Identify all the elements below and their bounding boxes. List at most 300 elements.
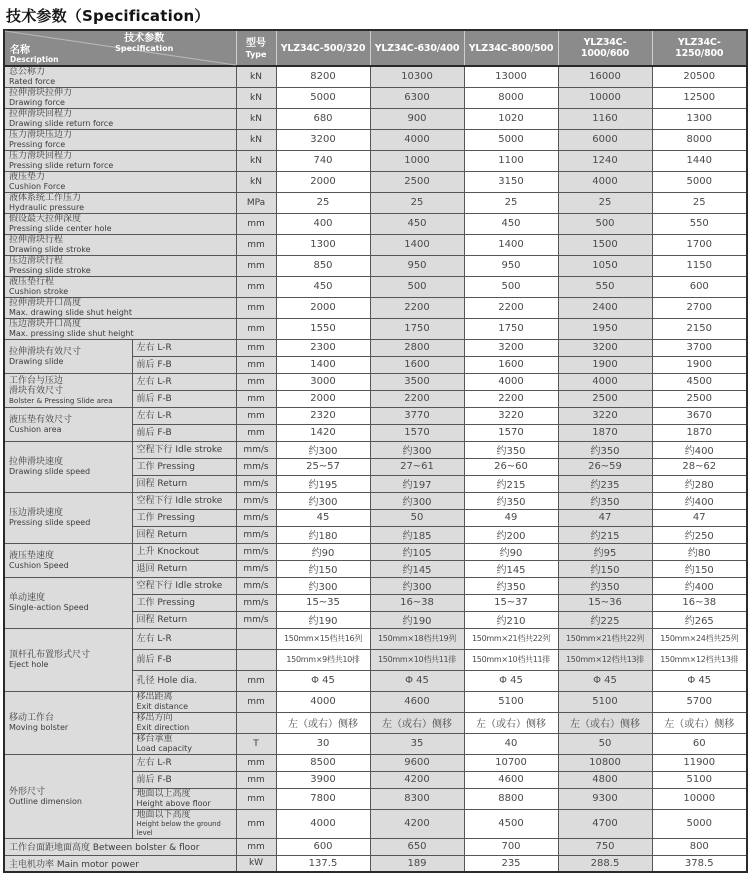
value-cell: 1570 [464, 424, 558, 441]
value-cell: 1600 [370, 356, 464, 373]
value-cell: 150mm×21档共22列 [464, 628, 558, 649]
value-cell: 5000 [652, 171, 747, 192]
row-name-cell: 总公称力 Rated force [4, 66, 236, 87]
value-cell: 2800 [370, 339, 464, 356]
value-cell: 约80 [652, 543, 747, 560]
model-header-1: YLZ34C-630/400 [370, 30, 464, 66]
table-row [4, 234, 747, 255]
value-cell: Φ 45 [276, 670, 370, 691]
value-cell: 740 [276, 150, 370, 171]
unit-cell: mm [236, 788, 276, 809]
unit-cell: kW [236, 855, 276, 872]
sub-label-cell: 空程下行 Idle stroke [132, 577, 236, 594]
value-cell: 500 [558, 213, 652, 234]
value-cell: 25 [370, 192, 464, 213]
value-cell: 约350 [464, 492, 558, 509]
value-cell: 16~38 [652, 594, 747, 611]
value-cell: 450 [464, 213, 558, 234]
unit-cell: mm [236, 255, 276, 276]
value-cell: 约350 [558, 492, 652, 509]
value-cell: 3220 [464, 407, 558, 424]
value-cell: 600 [652, 276, 747, 297]
value-cell: 16000 [558, 66, 652, 87]
unit-cell: mm [236, 771, 276, 788]
value-cell: 2200 [464, 297, 558, 318]
table-row [4, 339, 747, 356]
value-cell: Φ 45 [652, 670, 747, 691]
value-cell: 约190 [276, 611, 370, 628]
value-cell: 500 [464, 276, 558, 297]
value-cell: 1400 [370, 234, 464, 255]
value-cell: 450 [276, 276, 370, 297]
value-cell: 9300 [558, 788, 652, 809]
table-row [4, 441, 747, 458]
value-cell: 1150 [652, 255, 747, 276]
value-cell: 4000 [558, 373, 652, 390]
value-cell: 27~61 [370, 458, 464, 475]
value-cell: 约350 [558, 441, 652, 458]
sub-label-cell: 回程 Return [132, 475, 236, 492]
value-cell: 1570 [370, 424, 464, 441]
value-cell: 3900 [276, 771, 370, 788]
value-cell: 约235 [558, 475, 652, 492]
unit-cell: mm [236, 276, 276, 297]
table-row [4, 192, 747, 213]
sub-label-cell: 工作 Pressing [132, 458, 236, 475]
value-cell: 15~36 [558, 594, 652, 611]
value-cell: 35 [370, 733, 464, 754]
model-header-2: YLZ34C-800/500 [464, 30, 558, 66]
corner-name-label: 名称 Description [10, 45, 59, 64]
unit-cell: mm [236, 356, 276, 373]
value-cell: 5000 [464, 129, 558, 150]
unit-cell: kN [236, 129, 276, 150]
value-cell: 450 [370, 213, 464, 234]
value-cell: 1240 [558, 150, 652, 171]
value-cell: 30 [276, 733, 370, 754]
sub-label-cell: 地面以上高度 Height above floor [132, 788, 236, 809]
unit-cell: mm [236, 691, 276, 712]
group-name-cell: 工作台与压边 滑块有效尺寸 Bolster & Pressing Slide area [4, 373, 132, 407]
group-name-cell: 顶杆孔布置形式尺寸 Eject hole [4, 628, 132, 691]
unit-cell: kN [236, 108, 276, 129]
value-cell: 约225 [558, 611, 652, 628]
value-cell: 左（或右）侧移 [558, 712, 652, 733]
value-cell: 6300 [370, 87, 464, 108]
value-cell: 8300 [370, 788, 464, 809]
value-cell: 8000 [652, 129, 747, 150]
value-cell: 47 [558, 509, 652, 526]
value-cell: 3150 [464, 171, 558, 192]
value-cell: 1160 [558, 108, 652, 129]
value-cell: 50 [370, 509, 464, 526]
row-name-cell: 主电机功率 Main motor power [4, 855, 236, 872]
table-row [4, 129, 747, 150]
table-row [4, 276, 747, 297]
value-cell: 约215 [558, 526, 652, 543]
unit-cell: mm [236, 318, 276, 339]
row-name-cell: 压力滑块压边力 Pressing force [4, 129, 236, 150]
sub-label-cell: 前后 F-B [132, 771, 236, 788]
value-cell: 11900 [652, 754, 747, 771]
value-cell: 2300 [276, 339, 370, 356]
table-header-row [4, 30, 747, 66]
value-cell: 700 [464, 838, 558, 855]
value-cell: 60 [652, 733, 747, 754]
unit-cell: mm/s [236, 509, 276, 526]
value-cell: 550 [652, 213, 747, 234]
unit-cell: kN [236, 171, 276, 192]
table-row [4, 171, 747, 192]
value-cell: 4700 [558, 809, 652, 838]
value-cell: 8500 [276, 754, 370, 771]
value-cell: 4500 [464, 809, 558, 838]
group-name-cell: 外形尺寸 Outline dimension [4, 754, 132, 838]
sub-label-cell: 前后 F-B [132, 356, 236, 373]
unit-cell: mm [236, 297, 276, 318]
unit-cell: mm [236, 809, 276, 838]
group-name-cell: 单动速度 Single-action Speed [4, 577, 132, 628]
value-cell: 4200 [370, 771, 464, 788]
value-cell: Φ 45 [464, 670, 558, 691]
model-header-0: YLZ34C-500/320 [276, 30, 370, 66]
value-cell: 150mm×18档共19列 [370, 628, 464, 649]
value-cell: 750 [558, 838, 652, 855]
value-cell: 50 [558, 733, 652, 754]
value-cell: 约145 [370, 560, 464, 577]
table-row [4, 577, 747, 594]
sub-label-cell: 左右 L-R [132, 754, 236, 771]
value-cell: 左（或右）侧移 [370, 712, 464, 733]
table-row [4, 87, 747, 108]
value-cell: 2150 [652, 318, 747, 339]
value-cell: 3000 [276, 373, 370, 390]
model-header-4: YLZ34C-1250/800 [652, 30, 747, 66]
sub-label-cell: 退回 Return [132, 560, 236, 577]
value-cell: 约90 [276, 543, 370, 560]
unit-cell [236, 649, 276, 670]
table-row [4, 855, 747, 872]
value-cell: 5100 [558, 691, 652, 712]
row-name-cell: 压边滑块行程 Pressing slide stroke [4, 255, 236, 276]
value-cell: 3200 [276, 129, 370, 150]
value-cell: 1870 [558, 424, 652, 441]
value-cell: 约250 [652, 526, 747, 543]
value-cell: 12500 [652, 87, 747, 108]
value-cell: 4000 [464, 373, 558, 390]
table-row [4, 66, 747, 87]
unit-cell: mm/s [236, 526, 276, 543]
value-cell: 10800 [558, 754, 652, 771]
value-cell: 1440 [652, 150, 747, 171]
value-cell: 1700 [652, 234, 747, 255]
value-cell: 3200 [464, 339, 558, 356]
value-cell: 1500 [558, 234, 652, 255]
row-name-cell: 拉伸滑块开口高度 Max. drawing slide shut height [4, 297, 236, 318]
unit-cell: mm [236, 390, 276, 407]
row-name-cell: 拉伸滑块拉伸力 Drawing force [4, 87, 236, 108]
sub-label-cell: 空程下行 Idle stroke [132, 441, 236, 458]
row-name-cell: 压力滑块回程力 Pressing slide return force [4, 150, 236, 171]
value-cell: 约200 [464, 526, 558, 543]
value-cell: 约300 [370, 441, 464, 458]
value-cell: 约400 [652, 577, 747, 594]
value-cell: 10300 [370, 66, 464, 87]
sub-label-cell: 前后 F-B [132, 649, 236, 670]
sub-label-cell: 上升 Knockout [132, 543, 236, 560]
value-cell: 400 [276, 213, 370, 234]
value-cell: 16~38 [370, 594, 464, 611]
value-cell: 4000 [558, 171, 652, 192]
unit-cell [236, 712, 276, 733]
value-cell: 约150 [276, 560, 370, 577]
value-cell: 1750 [370, 318, 464, 339]
value-cell: 137.5 [276, 855, 370, 872]
value-cell: 25 [558, 192, 652, 213]
value-cell: 约400 [652, 441, 747, 458]
value-cell: 950 [370, 255, 464, 276]
row-name-cell: 拉伸滑块回程力 Drawing slide return force [4, 108, 236, 129]
value-cell: 1300 [276, 234, 370, 255]
value-cell: 3500 [370, 373, 464, 390]
value-cell: 1400 [464, 234, 558, 255]
value-cell: 约180 [276, 526, 370, 543]
unit-cell: mm [236, 373, 276, 390]
value-cell: 26~59 [558, 458, 652, 475]
value-cell: 15~35 [276, 594, 370, 611]
table-row [4, 754, 747, 771]
value-cell: 2320 [276, 407, 370, 424]
value-cell: 3670 [652, 407, 747, 424]
value-cell: 左（或右）侧移 [276, 712, 370, 733]
sub-label-cell: 工作 Pressing [132, 509, 236, 526]
value-cell: 约350 [464, 577, 558, 594]
unit-cell: kN [236, 87, 276, 108]
value-cell: 8800 [464, 788, 558, 809]
value-cell: 150mm×15档共16列 [276, 628, 370, 649]
value-cell: 2700 [652, 297, 747, 318]
value-cell: 25 [276, 192, 370, 213]
value-cell: 378.5 [652, 855, 747, 872]
unit-cell: mm [236, 234, 276, 255]
value-cell: 2500 [370, 171, 464, 192]
unit-cell [236, 628, 276, 649]
group-name-cell: 压边滑块速度 Pressing slide speed [4, 492, 132, 543]
value-cell: 550 [558, 276, 652, 297]
unit-cell: mm/s [236, 611, 276, 628]
unit-cell: mm [236, 670, 276, 691]
sub-label-cell: 孔径 Hole dia. [132, 670, 236, 691]
unit-cell: mm/s [236, 543, 276, 560]
value-cell: 1870 [652, 424, 747, 441]
unit-cell: mm/s [236, 577, 276, 594]
spec-table-body [4, 30, 747, 872]
value-cell: 49 [464, 509, 558, 526]
table-row [4, 255, 747, 276]
value-cell: 2000 [276, 297, 370, 318]
value-cell: 4800 [558, 771, 652, 788]
value-cell: 1600 [464, 356, 558, 373]
value-cell: 约197 [370, 475, 464, 492]
value-cell: 1420 [276, 424, 370, 441]
value-cell: 1950 [558, 318, 652, 339]
value-cell: 约280 [652, 475, 747, 492]
value-cell: 1050 [558, 255, 652, 276]
value-cell: Φ 45 [370, 670, 464, 691]
value-cell: 45 [276, 509, 370, 526]
unit-cell: mm [236, 754, 276, 771]
value-cell: 10000 [652, 788, 747, 809]
value-cell: 2000 [276, 171, 370, 192]
table-row [4, 297, 747, 318]
value-cell: 约90 [464, 543, 558, 560]
value-cell: 3220 [558, 407, 652, 424]
value-cell: 1750 [464, 318, 558, 339]
value-cell: 约300 [276, 441, 370, 458]
table-row [4, 492, 747, 509]
value-cell: 约150 [558, 560, 652, 577]
value-cell: 650 [370, 838, 464, 855]
value-cell: 26~60 [464, 458, 558, 475]
group-name-cell: 液压垫速度 Cushion Speed [4, 543, 132, 577]
sub-label-cell: 前后 F-B [132, 390, 236, 407]
unit-cell: mm [236, 424, 276, 441]
table-row [4, 373, 747, 390]
value-cell: 1900 [558, 356, 652, 373]
value-cell: 4000 [370, 129, 464, 150]
value-cell: 6000 [558, 129, 652, 150]
value-cell: 4500 [652, 373, 747, 390]
sub-label-cell: 左右 L-R [132, 628, 236, 649]
table-row [4, 628, 747, 649]
value-cell: 约210 [464, 611, 558, 628]
model-header-3: YLZ34C-1000/600 [558, 30, 652, 66]
value-cell: 10700 [464, 754, 558, 771]
row-name-cell: 假设最大拉伸深度 Pressing slide center hole [4, 213, 236, 234]
value-cell: 5000 [276, 87, 370, 108]
table-row [4, 318, 747, 339]
row-name-cell: 拉伸滑块行程 Drawing slide stroke [4, 234, 236, 255]
value-cell: 10000 [558, 87, 652, 108]
unit-cell: T [236, 733, 276, 754]
group-name-cell: 拉伸滑块速度 Drawing slide speed [4, 441, 132, 492]
value-cell: 600 [276, 838, 370, 855]
value-cell: 13000 [464, 66, 558, 87]
value-cell: 950 [464, 255, 558, 276]
row-name-cell: 工作台面距地面高度 Between bolster & floor [4, 838, 236, 855]
value-cell: 4200 [370, 809, 464, 838]
unit-cell: kN [236, 66, 276, 87]
table-row [4, 213, 747, 234]
value-cell: 2500 [652, 390, 747, 407]
row-name-cell: 液压垫行程 Cushion stroke [4, 276, 236, 297]
value-cell: 5100 [652, 771, 747, 788]
value-cell: 2200 [464, 390, 558, 407]
value-cell: 8200 [276, 66, 370, 87]
sub-label-cell: 左右 L-R [132, 339, 236, 356]
value-cell: 150mm×12档共13排 [558, 649, 652, 670]
value-cell: 约190 [370, 611, 464, 628]
unit-cell: mm [236, 339, 276, 356]
table-row [4, 108, 747, 129]
table-row [4, 407, 747, 424]
group-name-cell: 移动工作台 Moving bolster [4, 691, 132, 754]
value-cell: 850 [276, 255, 370, 276]
value-cell: 8000 [464, 87, 558, 108]
value-cell: 约300 [370, 492, 464, 509]
value-cell: 约145 [464, 560, 558, 577]
table-row [4, 543, 747, 560]
unit-cell: mm/s [236, 594, 276, 611]
value-cell: 4000 [276, 691, 370, 712]
value-cell: 680 [276, 108, 370, 129]
value-cell: 25 [464, 192, 558, 213]
value-cell: 约185 [370, 526, 464, 543]
value-cell: 1020 [464, 108, 558, 129]
value-cell: 约265 [652, 611, 747, 628]
unit-cell: mm/s [236, 441, 276, 458]
sub-label-cell: 移出距离 Exit distance [132, 691, 236, 712]
value-cell: 150mm×10档共11排 [370, 649, 464, 670]
value-cell: 900 [370, 108, 464, 129]
unit-cell: mm/s [236, 560, 276, 577]
value-cell: 2200 [370, 297, 464, 318]
value-cell: 150mm×10档共11排 [464, 649, 558, 670]
unit-cell: mm [236, 407, 276, 424]
value-cell: 约95 [558, 543, 652, 560]
value-cell: 15~37 [464, 594, 558, 611]
corner-spec-label: 技术参数 Specification [115, 33, 174, 53]
value-cell: 5700 [652, 691, 747, 712]
corner-header [4, 30, 236, 66]
row-name-cell: 压边滑块开口高度 Max. pressing slide shut height [4, 318, 236, 339]
unit-cell: kN [236, 150, 276, 171]
sub-label-cell: 左右 L-R [132, 373, 236, 390]
value-cell: 约195 [276, 475, 370, 492]
value-cell: 7800 [276, 788, 370, 809]
value-cell: 1900 [652, 356, 747, 373]
sub-label-cell: 工作 Pressing [132, 594, 236, 611]
value-cell: 1000 [370, 150, 464, 171]
sub-label-cell: 移出方向 Exit direction [132, 712, 236, 733]
unit-cell: mm/s [236, 492, 276, 509]
unit-cell: MPa [236, 192, 276, 213]
value-cell: 25 [652, 192, 747, 213]
value-cell: 3200 [558, 339, 652, 356]
sub-label-cell: 移台承重 Load capacity [132, 733, 236, 754]
value-cell: 235 [464, 855, 558, 872]
value-cell: 约350 [558, 577, 652, 594]
value-cell: 800 [652, 838, 747, 855]
sub-label-cell: 左右 L-R [132, 407, 236, 424]
value-cell: 150mm×24档共25列 [652, 628, 747, 649]
group-name-cell: 拉伸滑块有效尺寸 Drawing slide [4, 339, 132, 373]
value-cell: 1300 [652, 108, 747, 129]
value-cell: 20500 [652, 66, 747, 87]
value-cell: 5000 [652, 809, 747, 838]
value-cell: 5100 [464, 691, 558, 712]
value-cell: 4000 [276, 809, 370, 838]
row-name-cell: 液体系统工作压力 Hydraulic pressure [4, 192, 236, 213]
sub-label-cell: 前后 F-B [132, 424, 236, 441]
value-cell: 约150 [652, 560, 747, 577]
value-cell: 150mm×9档共10排 [276, 649, 370, 670]
value-cell: 47 [652, 509, 747, 526]
value-cell: 约300 [276, 577, 370, 594]
type-header: 型号 Type [236, 30, 276, 66]
value-cell: 2000 [276, 390, 370, 407]
value-cell: 约300 [276, 492, 370, 509]
